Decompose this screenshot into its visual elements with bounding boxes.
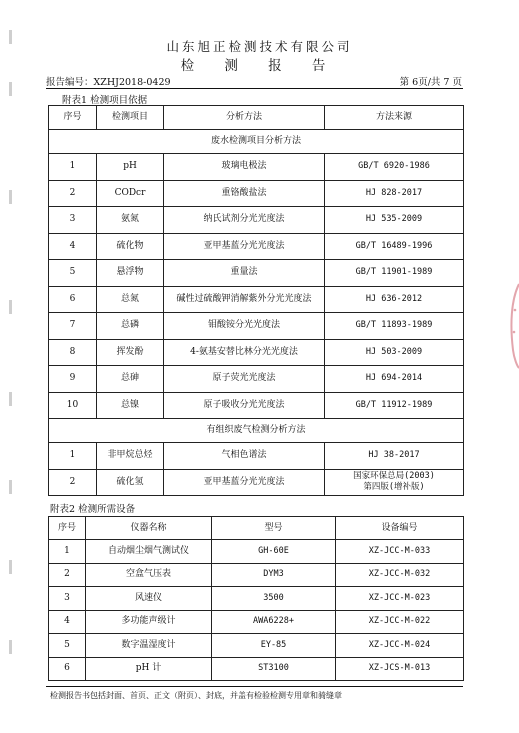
column-header: 序号 xyxy=(49,106,97,130)
analysis-method: 气相色谱法 xyxy=(164,443,325,470)
instrument-name: 多功能声级计 xyxy=(86,610,212,634)
binding-mark xyxy=(9,560,12,574)
report-number xyxy=(46,74,171,88)
analysis-method: 原子荧光光度法 xyxy=(164,366,325,393)
analysis-method: 纳氏试剂分光光度法 xyxy=(164,207,325,234)
row-index: 6 xyxy=(49,286,97,313)
model: 3500 xyxy=(212,587,336,611)
footer-rule xyxy=(46,686,463,687)
binding-mark xyxy=(9,640,12,654)
row-index: 1 xyxy=(49,443,97,470)
test-item: pH xyxy=(97,154,164,181)
instrument-name: 风速仪 xyxy=(86,587,212,611)
table-row xyxy=(49,339,464,366)
row-index: 2 xyxy=(49,469,97,496)
page-indicator: 第 6页/共 7 页 xyxy=(399,77,462,88)
instrument-name: 数字温湿度计 xyxy=(86,634,212,658)
row-index: 2 xyxy=(49,180,97,207)
instrument-name: 自动烟尘烟气测试仪 xyxy=(86,540,212,564)
test-item: 挥发酚 xyxy=(97,339,164,366)
test-item: 硫化物 xyxy=(97,233,164,260)
table-row xyxy=(49,587,464,611)
table-row xyxy=(49,469,464,496)
column-header: 设备编号 xyxy=(336,517,464,540)
table-row xyxy=(49,610,464,634)
test-item: 氨氮 xyxy=(97,207,164,234)
method-source: HJ 38-2017 xyxy=(325,443,464,470)
row-index: 2 xyxy=(49,563,86,587)
method-source: 国家环保总局(2003) 第四版(增补版) xyxy=(325,469,464,496)
column-header: 仪器名称 xyxy=(86,517,212,540)
appendix1-title: 附表1 检测项目依据 xyxy=(62,95,148,106)
test-basis-table xyxy=(48,105,464,496)
table-row xyxy=(49,313,464,340)
row-index: 5 xyxy=(49,634,86,658)
analysis-method: 重量法 xyxy=(164,260,325,287)
equipment-id: XZ-JCS-M-013 xyxy=(336,657,464,681)
column-header: 序号 xyxy=(49,517,86,540)
company-name: 山东旭正检测技术有限公司 xyxy=(166,39,353,54)
table-header-row xyxy=(49,106,464,130)
document-title: 检 测 报 告 xyxy=(180,58,339,74)
test-item: 总磷 xyxy=(97,313,164,340)
row-index: 5 xyxy=(49,260,97,287)
test-item: 总氮 xyxy=(97,286,164,313)
row-index: 7 xyxy=(49,313,97,340)
method-source: HJ 828-2017 xyxy=(325,180,464,207)
row-index: 3 xyxy=(49,587,86,611)
model: ST3100 xyxy=(212,657,336,681)
analysis-method: 亚甲基蓝分光光度法 xyxy=(164,469,325,496)
method-source: HJ 636-2012 xyxy=(325,286,464,313)
binding-mark xyxy=(9,190,12,204)
group-heading-row xyxy=(49,130,464,154)
group-heading-row xyxy=(49,419,464,443)
method-source: GB/T 11912-1989 xyxy=(325,392,464,419)
equipment-table xyxy=(48,516,464,681)
method-source: GB/T 6920-1986 xyxy=(325,154,464,181)
analysis-method: 玻璃电极法 xyxy=(164,154,325,181)
table-row xyxy=(49,180,464,207)
row-index: 3 xyxy=(49,207,97,234)
method-source: HJ 535-2009 xyxy=(325,207,464,234)
equipment-id: XZ-JCC-M-033 xyxy=(336,540,464,564)
method-source: GB/T 11901-1989 xyxy=(325,260,464,287)
table-row xyxy=(49,540,464,564)
footer-note: 检测报告书包括封面、首页、正文（附页）、封底，并盖有检验检测专用章和骑缝章 xyxy=(50,691,342,700)
test-item: 总镍 xyxy=(97,392,164,419)
test-item: 非甲烷总烃 xyxy=(97,443,164,470)
report-number-label: 报告编号： xyxy=(46,77,94,88)
test-item: CODcr xyxy=(97,180,164,207)
table-row xyxy=(49,443,464,470)
equipment-id: XZ-JCC-M-023 xyxy=(336,587,464,611)
group-heading: 废水检测项目分析方法 xyxy=(49,130,464,154)
instrument-name: pH 计 xyxy=(86,657,212,681)
column-header: 检测项目 xyxy=(97,106,164,130)
header-rule xyxy=(46,88,463,89)
analysis-method: 原子吸收分光光度法 xyxy=(164,392,325,419)
column-header: 分析方法 xyxy=(164,106,325,130)
row-index: 8 xyxy=(49,339,97,366)
table-row xyxy=(49,233,464,260)
analysis-method: 重铬酸盐法 xyxy=(164,180,325,207)
method-source: GB/T 11893-1989 xyxy=(325,313,464,340)
analysis-method: 4-氨基安替比林分光光度法 xyxy=(164,339,325,366)
table-row xyxy=(49,154,464,181)
row-index: 4 xyxy=(49,233,97,260)
method-source: HJ 694-2014 xyxy=(325,366,464,393)
model: EY-85 xyxy=(212,634,336,658)
test-item: 悬浮物 xyxy=(97,260,164,287)
test-item: 总砷 xyxy=(97,366,164,393)
equipment-id: XZ-JCC-M-022 xyxy=(336,610,464,634)
table-row xyxy=(49,392,464,419)
report-number-value: XZHJ2018-0429 xyxy=(93,77,171,88)
table-row xyxy=(49,563,464,587)
model: GH-60E xyxy=(212,540,336,564)
row-index: 10 xyxy=(49,392,97,419)
binding-mark xyxy=(9,82,12,96)
binding-mark xyxy=(9,300,12,314)
row-index: 1 xyxy=(49,154,97,181)
method-source: GB/T 16489-1996 xyxy=(325,233,464,260)
table-row xyxy=(49,260,464,287)
binding-mark xyxy=(9,480,12,494)
group-heading: 有组织废气检测分析方法 xyxy=(49,419,464,443)
binding-mark xyxy=(9,392,12,406)
method-source: HJ 503-2009 xyxy=(325,339,464,366)
instrument-name: 空盒气压表 xyxy=(86,563,212,587)
equipment-id: XZ-JCC-M-024 xyxy=(336,634,464,658)
table-row xyxy=(49,366,464,393)
row-index: 9 xyxy=(49,366,97,393)
table-row xyxy=(49,207,464,234)
model: DYM3 xyxy=(212,563,336,587)
analysis-method: 碱性过硫酸钾消解紫外分光光度法 xyxy=(164,286,325,313)
row-index: 6 xyxy=(49,657,86,681)
test-item: 硫化氢 xyxy=(97,469,164,496)
row-index: 1 xyxy=(49,540,86,564)
analysis-method: 钼酸铵分光光度法 xyxy=(164,313,325,340)
column-header: 型号 xyxy=(212,517,336,540)
analysis-method: 亚甲基蓝分光光度法 xyxy=(164,233,325,260)
appendix2-title: 附表2 检测所需设备 xyxy=(50,504,136,515)
equipment-id: XZ-JCC-M-032 xyxy=(336,563,464,587)
table-row xyxy=(49,634,464,658)
seam-stamp-fragment xyxy=(505,280,519,370)
table-row xyxy=(49,286,464,313)
table-header-row xyxy=(49,517,464,540)
table-row xyxy=(49,657,464,681)
row-index: 4 xyxy=(49,610,86,634)
column-header: 方法来源 xyxy=(325,106,464,130)
model: AWA6228+ xyxy=(212,610,336,634)
